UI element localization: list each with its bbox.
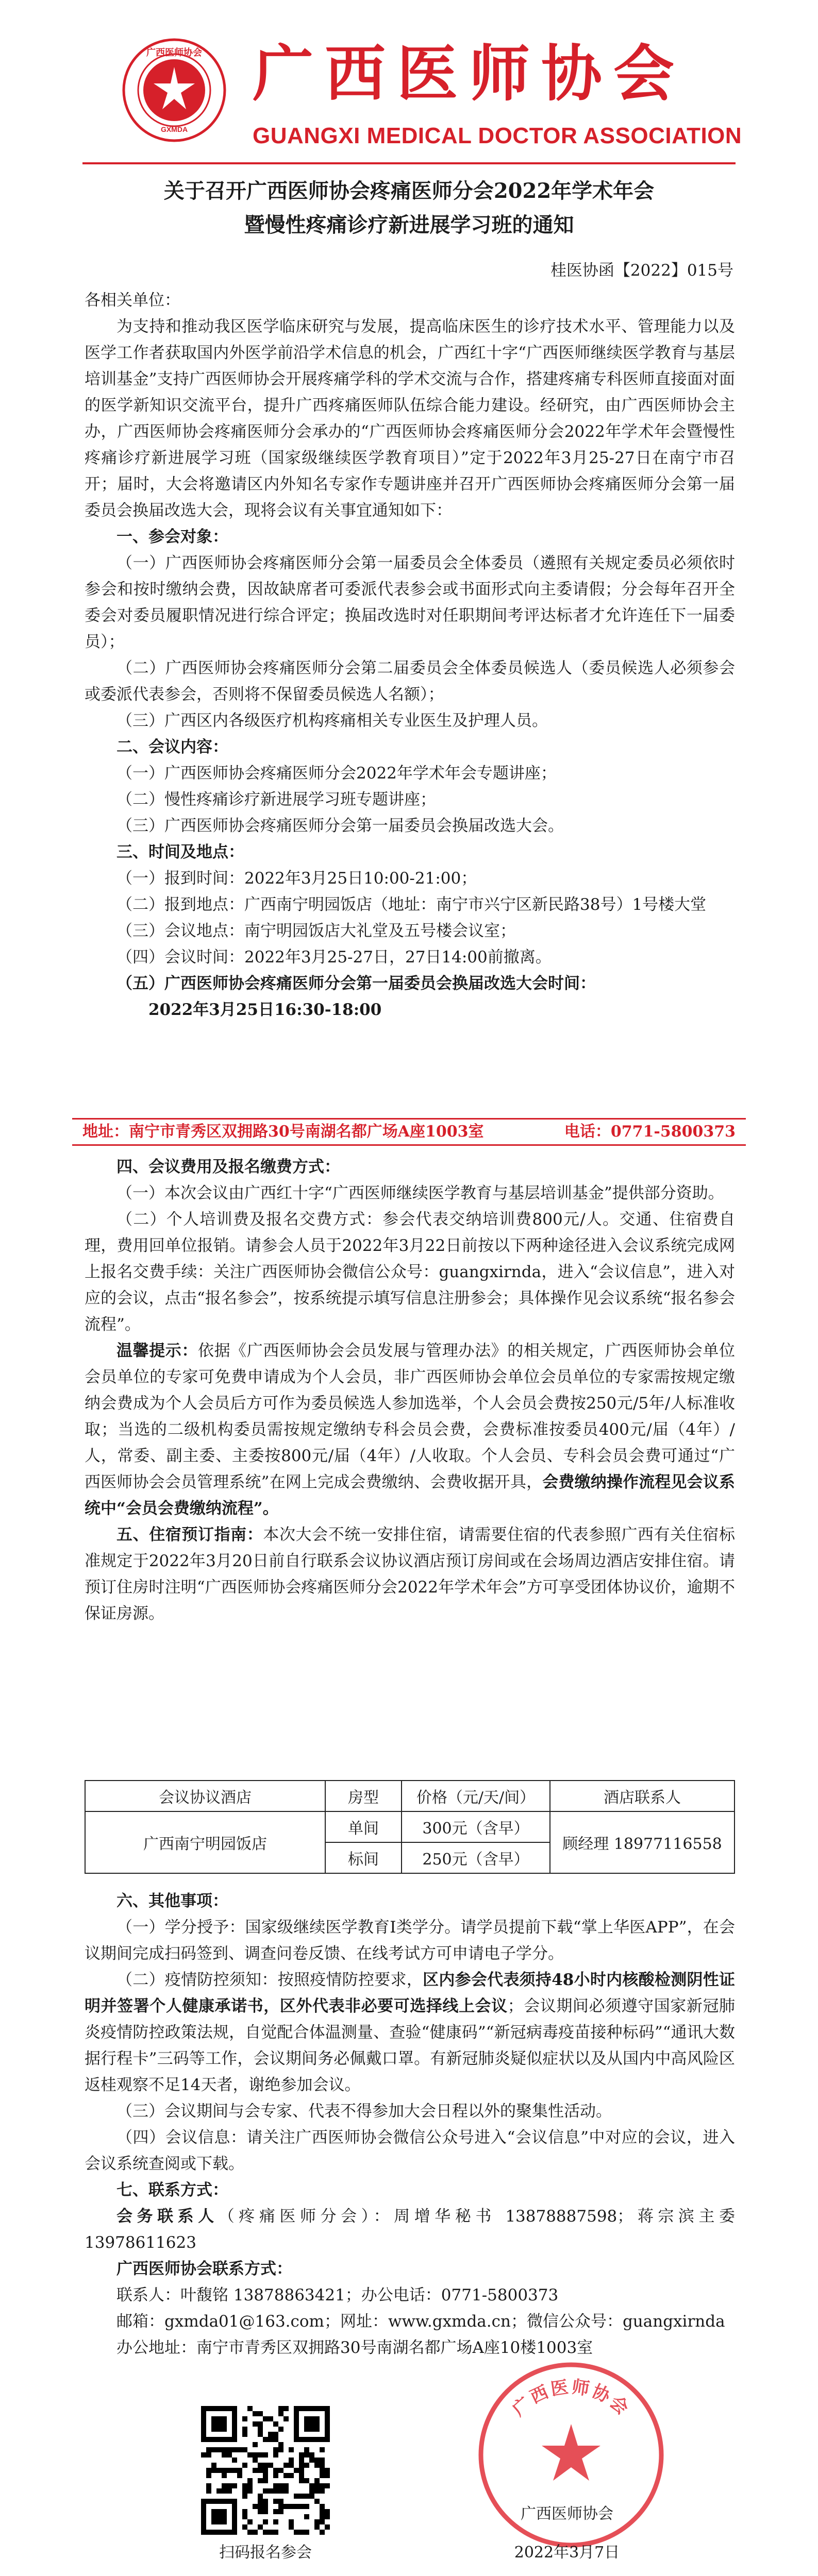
letterhead <box>0 0 818 170</box>
hotel-table <box>85 1780 735 1874</box>
s4-paragraph-3 <box>85 1338 735 1522</box>
table-header-row <box>85 1781 734 1811</box>
footer-address: 地址：南宁市青秀区双拥路30号南湖名都广场A座1003室 <box>82 1123 484 1141</box>
contact-body: （疼痛医师分会）：周增华秘书 13878887598；蒋宗滨主委 13978611623 <box>85 2207 736 2252</box>
s6-p2-lead: （二）疫情防控须知：按照疫情防控要求， <box>116 1971 423 1989</box>
svg-text:GXMDA: GXMDA <box>160 125 188 133</box>
contact-line-4: 邮箱：gxmda01@163.com；网址：www.gxmda.cn；微信公众号：guangxirnda <box>116 2312 725 2331</box>
body-part-2 <box>85 1154 735 1627</box>
s3-item-5-line-2: 2022年3月25日16:30-18:00 <box>148 1001 382 1019</box>
table-header: 酒店联系人 <box>550 1781 734 1811</box>
room-price-cell: 300元（含早） <box>402 1811 550 1842</box>
tip-tail: 会费缴纳操作流程见会议系统中“会员会费缴纳流程”。 <box>85 1473 735 1518</box>
body-part-1 <box>85 287 735 1023</box>
org-name-en: GUANGXI MEDICAL DOCTOR ASSOCIATION <box>253 123 742 148</box>
svg-text:广西医师协会: 广西医师协会 <box>146 47 202 58</box>
room-price-cell: 250元（含早） <box>402 1842 550 1873</box>
s1-item-3: （三）广西区内各级医疗机构疼痛相关专业医生及护理人员。 <box>116 711 548 730</box>
contact-line-1 <box>85 2204 735 2256</box>
s2-item-1: （一）广西医师协会疼痛医师分会2022年学术年会专题讲座； <box>116 764 557 783</box>
section-4-heading: 四、会议费用及报名缴费方式： <box>116 1158 340 1176</box>
svg-text:广西医师协会: 广西医师协会 <box>508 2376 634 2420</box>
signature-date: 2022年3月7日 <box>514 2544 620 2562</box>
s3-item-3: （三）会议地点：南宁明园饭店大礼堂及五号楼会议室； <box>116 922 516 940</box>
hotel-name-cell: 广西南宁明园饭店 <box>85 1811 325 1873</box>
table-header: 房型 <box>325 1781 402 1811</box>
hotel-contact-cell: 顾经理 18977116558 <box>550 1811 734 1873</box>
contact-lead: 会务联系人 <box>116 2207 219 2226</box>
s2-item-3: （三）广西医师协会疼痛医师分会第一届委员会换届改选大会。 <box>116 817 564 835</box>
s6-paragraph-3: （三）会议期间与会专家、代表不得参加大会日程以外的聚集性活动。 <box>116 2102 612 2121</box>
section-2-heading: 二、会议内容： <box>116 738 228 756</box>
document-number: 桂医协函【2022】015号 <box>550 261 733 280</box>
s3-item-2: （二）报到地点：广西南宁明园饭店（地址：南宁市兴宁区新民路38号）1号楼大堂 <box>116 895 707 914</box>
section-3-heading: 三、时间及地点： <box>116 843 244 861</box>
title-line-1: 关于召开广西医师协会疼痛医师分会2022年学术年会 <box>163 179 655 203</box>
tip-lead: 温馨提示： <box>116 1342 198 1360</box>
s3-item-1: （一）报到时间：2022年3月25日10:00-21:00； <box>116 869 477 888</box>
s3-item-4: （四）会议时间：2022年3月25-27日，27日14:00前撤离。 <box>116 948 552 967</box>
section-6-heading: 六、其他事项： <box>116 1892 228 1910</box>
contact-line-3: 联系人：叶馥铭 13878863421；办公电话：0771-5800373 <box>116 2286 559 2304</box>
registration-qr-code[interactable] <box>201 2406 330 2535</box>
footer-phone: 电话：0771-5800373 <box>564 1123 736 1141</box>
section-5-heading: 五、住宿预订指南： <box>116 1526 263 1544</box>
room-type-cell: 单间 <box>325 1811 402 1842</box>
association-logo-icon <box>121 37 227 143</box>
section-1-heading: 一、参会对象： <box>116 528 228 546</box>
table-header: 会议协议酒店 <box>85 1781 325 1811</box>
intro-paragraph: 为支持和推动我区医学临床研究与发展，提高临床医生的诊疗技术水平、管理能力以及医学工作者获取国内外医学前沿学术信息的机会，广西红十字“广西医师继续医学教育与基层培训基金”支持广西医师协会开展疼痛学科的学术交流与合作，搭建疼痛专科医师直接面对面的医学新知识交流平台，提升广西疼痛医师队伍综合能力建设。经研究，由广西医师协会主办，广西医师协会疼痛医师分会承办的“广西医师协会疼痛医师分会2022年学术年会暨慢性疼痛诊疗新进展学习班（国家级继续医学教育项目）”定于2022年3月25-27日在南宁市召开；届时，大会将邀请区内外知名专家作专题讲座并召开广西医师协会疼痛医师分会第一届委员会换届改选大会，现将会议有关事宜通知如下： <box>85 317 736 520</box>
table-header: 价格（元/天/间） <box>402 1781 550 1811</box>
s6-paragraph-1: （一）学分授予：国家级继续医学教育I类学分。请学员提前下载“掌上华医APP”，在会议期间完成扫码签到、调查问卷反馈、在线考试方可申请电子学分。 <box>85 1918 735 1963</box>
notice-title <box>0 174 818 242</box>
s6-paragraph-4: （四）会议信息：请关注广西医师协会微信公众号进入“会议信息”中对应的会议，进入会议系统查阅或下载。 <box>85 2128 735 2173</box>
s5-body: 本次大会不统一安排住宿，请需要住宿的代表参照广西有关住宿标准规定于2022年3月20日前自行联系会议协议酒店预订房间或在会场周边酒店安排住宿。请预订住房时注明“广西医师协会疼痛医师分会2022年学术年会”方可享受团体协议价，逾期不保证房源。 <box>85 1526 736 1623</box>
header-divider <box>82 162 736 164</box>
org-name-cn: 广西医师协会 <box>253 38 686 109</box>
s1-item-1: （一）广西医师协会疼痛医师分会第一届委员会全体委员（遴照有关规定委员必须依时参会和按时缴纳会费，因故缺席者可委派代表参会或书面形式向主委请假；分会每年召开全委会对委员履职情况进行综合评定；换届改选时对任职期间考评达标者才允许连任下一届委员）； <box>85 554 735 651</box>
qr-label: 扫码报名参会 <box>219 2544 312 2562</box>
s1-item-2: （二）广西医师协会疼痛医师分会第二届委员会全体委员候选人（委员候选人必须参会或委派代表参会，否则将不保留委员候选人名额）； <box>85 659 735 704</box>
signature-org: 广西医师协会 <box>521 2505 613 2523</box>
s5-paragraph <box>85 1522 735 1627</box>
address-bar <box>72 1118 746 1146</box>
section-7-heading: 七、联系方式： <box>116 2181 228 2199</box>
s4-paragraph-1: （一）本次会议由广西红十字“广西医师继续医学教育与基层培训基金”提供部分资助。 <box>116 1184 724 1202</box>
s6-paragraph-2 <box>85 1967 735 2098</box>
table-row <box>85 1811 734 1842</box>
title-line-2: 暨慢性疼痛诊疗新进展学习班的通知 <box>244 213 574 237</box>
body-part-3 <box>85 1888 735 2361</box>
s4-paragraph-2: （二）个人培训费及报名交费方式：参会代表交纳培训费800元/人。交通、住宿费自理，费用回单位报销。请参会人员于2022年3月22日前按以下两种途径进入会议系统完成网上报名交费手续：关注广西医师协会微信公众号：guangxirnda，进入“会议信息”，进入对应的会议，点击“报名参会”，按系统提示填写信息注册参会；具体操作见会议系统“报名参会流程”。 <box>85 1210 735 1334</box>
room-type-cell: 标间 <box>325 1842 402 1873</box>
s3-item-5-line-1: （五）广西医师协会疼痛医师分会第一届委员会换届改选大会时间： <box>116 974 596 993</box>
s6-p2-bold: 区内参会代表须持48小时内核酸检测阴性证明并签署个人健康承诺书，区外代表非必要可选择线上会议 <box>85 1971 735 2015</box>
salutation: 各相关单位： <box>85 291 180 310</box>
contact-line-2: 广西医师协会联系方式： <box>116 2260 292 2278</box>
contact-line-5: 办公地址：南宁市青秀区双拥路30号南湖名都广场A座10楼1003室 <box>116 2338 593 2357</box>
s6-p2-tail: ；会议期间必须遵守国家新冠肺炎疫情防控政策法规，自觉配合体温测量、查验“健康码”“新冠病毒疫苗接种标码”“通讯大数据行程卡”三码等工作，会议期间务必佩戴口罩。有新冠肺炎疑似症状以及从国内中高风险区返桂观察不足14天者，谢绝参加会议。 <box>85 1997 736 2094</box>
tip-body: 依据《广西医师协会会员发展与管理办法》的相关规定，广西医师协会单位会员单位的专家可免费申请成为个人会员，非广西医师协会单位会员单位的专家需按规定缴纳会费成为个人会员后方可作为委员候选人参加选举，个人会员会费按250元/5年/人标准收取；当选的二级机构委员需按规定缴纳专科会员会费，会费标准按委员400元/届（4年）/人，常委、副主委、主委按800元/届（4年）/人收取。个人会员、专科会员会费可通过“广西医师协会会员管理系统”在网上完成会费缴纳、会费收据开具， <box>85 1342 736 1492</box>
s2-item-2: （二）慢性疼痛诊疗新进展学习班专题讲座； <box>116 790 436 809</box>
